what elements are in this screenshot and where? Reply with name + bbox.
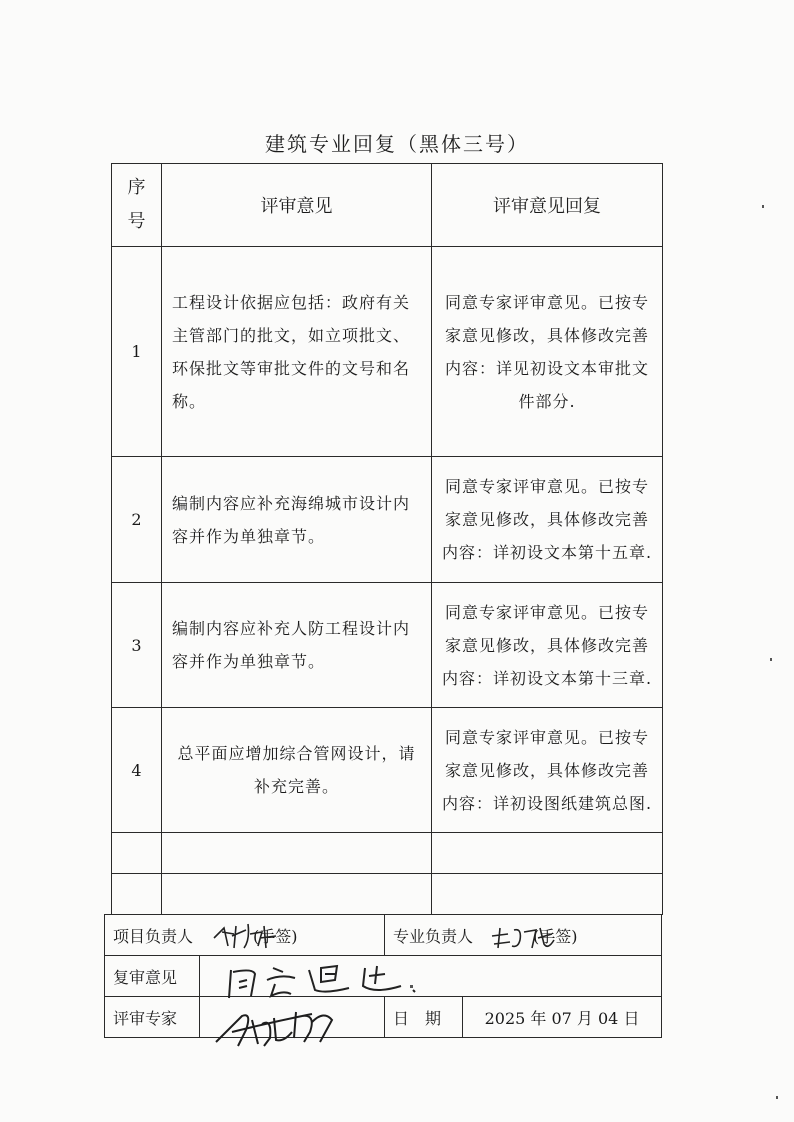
date-label: 日 期 — [385, 997, 463, 1038]
signoff-table — [104, 914, 662, 1038]
empty-row — [112, 874, 663, 915]
row-reply: 同意专家评审意见。已按专家意见修改，具体修改完善内容：详初设图纸建筑总图. — [432, 708, 663, 833]
empty-row — [112, 833, 663, 874]
table-row — [112, 457, 663, 583]
header-opinion: 评审意见 — [162, 164, 432, 247]
signoff-row-review — [105, 956, 662, 997]
signoff-row-leads — [105, 915, 662, 956]
header-reply: 评审意见回复 — [432, 164, 663, 247]
review-table — [111, 163, 663, 915]
expert-label: 评审专家 — [105, 997, 200, 1038]
row-opinion: 总平面应增加综合管网设计，请补充完善。 — [162, 708, 432, 833]
row-no: 4 — [112, 708, 162, 833]
signoff-row-expert — [105, 997, 662, 1038]
row-opinion: 工程设计依据应包括：政府有关主管部门的批文，如立项批文、环保批文等审批文件的文号和名称。 — [162, 247, 432, 457]
scan-speck — [770, 658, 772, 661]
table-row — [112, 708, 663, 833]
row-opinion: 编制内容应补充人防工程设计内容并作为单独章节。 — [162, 583, 432, 708]
row-no: 2 — [112, 457, 162, 583]
row-no: 3 — [112, 583, 162, 708]
project-lead-sign-note: (手签) — [253, 926, 298, 946]
row-reply: 同意专家评审意见。已按专家意见修改，具体修改完善内容：详见初设文本审批文件部分. — [432, 247, 663, 457]
review-label: 复审意见 — [105, 956, 200, 997]
discipline-lead-label: 专业负责人 — [393, 926, 474, 946]
discipline-lead-sign-note: (手签) — [533, 926, 578, 946]
table-row — [112, 247, 663, 457]
date-value: 2025 年 07 月 04 日 — [463, 997, 662, 1038]
scan-speck — [776, 1096, 778, 1099]
row-no: 1 — [112, 247, 162, 457]
row-reply: 同意专家评审意见。已按专家意见修改，具体修改完善内容：详初设文本第十五章. — [432, 457, 663, 583]
expert-signature-cell — [200, 997, 385, 1038]
header-no: 序号 — [127, 177, 146, 232]
scan-speck — [762, 205, 764, 208]
row-opinion: 编制内容应补充海绵城市设计内容并作为单独章节。 — [162, 457, 432, 583]
scan-speck — [410, 985, 413, 988]
table-header-row — [112, 164, 663, 247]
review-opinion-cell — [200, 956, 662, 997]
row-reply: 同意专家评审意见。已按专家意见修改，具体修改完善内容：详初设文本第十三章. — [432, 583, 663, 708]
table-row — [112, 583, 663, 708]
document-title: 建筑专业回复（黑体三号） — [265, 132, 529, 156]
project-lead-label: 项目负责人 — [113, 926, 194, 946]
